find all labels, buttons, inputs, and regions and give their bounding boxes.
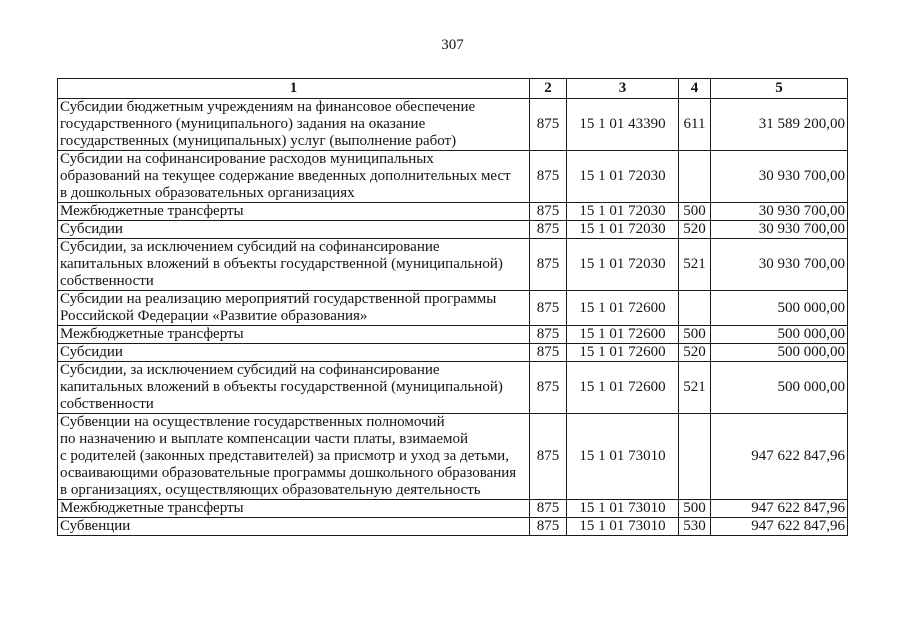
- target-article-cell: 15 1 01 72600: [567, 362, 679, 414]
- expense-type-cell: 611: [679, 99, 711, 151]
- description-line: капитальных вложений в объекты государственной (муниципальной): [60, 256, 503, 272]
- department-code-cell: 875: [530, 239, 567, 291]
- expense-type-cell: 520: [679, 344, 711, 362]
- description-cell: [58, 239, 530, 291]
- description-line: Субсидии, за исключением субсидий на софинансирование: [60, 362, 440, 378]
- table-row: [58, 203, 848, 221]
- description-line: Субвенции на осуществление государственных полномочий: [60, 414, 445, 430]
- target-article-cell: 15 1 01 72600: [567, 326, 679, 344]
- description-line: с родителей (законных представителей) за присмотр и уход за детьми,: [60, 448, 509, 464]
- header-col-4: 4: [679, 79, 711, 99]
- description-cell: [58, 344, 530, 362]
- budget-table: [57, 78, 848, 536]
- description-cell: [58, 326, 530, 344]
- header-col-3: 3: [567, 79, 679, 99]
- description-line: Субсидии: [60, 221, 123, 237]
- expense-type-cell: [679, 151, 711, 203]
- target-article-cell: 15 1 01 73010: [567, 518, 679, 536]
- target-article-cell: 15 1 01 72030: [567, 151, 679, 203]
- target-article-cell: 15 1 01 72600: [567, 291, 679, 326]
- amount-cell: 500 000,00: [711, 291, 848, 326]
- amount-cell: 30 930 700,00: [711, 151, 848, 203]
- description-cell: [58, 518, 530, 536]
- expense-type-cell: [679, 414, 711, 500]
- table-row: [58, 291, 848, 326]
- target-article-cell: 15 1 01 72030: [567, 239, 679, 291]
- department-code-cell: 875: [530, 414, 567, 500]
- description-line: Субсидии бюджетным учреждениям на финансовое обеспечение: [60, 99, 476, 115]
- description-line: Субсидии: [60, 344, 123, 360]
- amount-cell: 500 000,00: [711, 326, 848, 344]
- table-row: [58, 239, 848, 291]
- expense-type-cell: [679, 291, 711, 326]
- description-line: осваивающими образовательные программы дошкольного образования: [60, 465, 517, 481]
- description-line: государственных (муниципальных) услуг (выполнение работ): [60, 133, 457, 149]
- amount-cell: 30 930 700,00: [711, 239, 848, 291]
- amount-cell: 947 622 847,96: [711, 518, 848, 536]
- description-line: Субвенции: [60, 518, 131, 534]
- description-line: капитальных вложений в объекты государственной (муниципальной): [60, 379, 503, 395]
- department-code-cell: 875: [530, 344, 567, 362]
- header-row: [58, 79, 848, 99]
- table-row: [58, 362, 848, 414]
- page-number: 307: [441, 37, 464, 53]
- amount-cell: 30 930 700,00: [711, 203, 848, 221]
- header-col-2: 2: [530, 79, 567, 99]
- description-line: собственности: [60, 396, 154, 412]
- description-cell: [58, 203, 530, 221]
- target-article-cell: 15 1 01 72030: [567, 203, 679, 221]
- description-line: Субсидии, за исключением субсидий на софинансирование: [60, 239, 440, 255]
- table-row: [58, 99, 848, 151]
- expense-type-cell: 521: [679, 362, 711, 414]
- target-article-cell: 15 1 01 72030: [567, 221, 679, 239]
- expense-type-cell: 500: [679, 500, 711, 518]
- description-line: Межбюджетные трансферты: [60, 203, 244, 219]
- description-cell: [58, 291, 530, 326]
- amount-cell: 31 589 200,00: [711, 99, 848, 151]
- description-line: образований на текущее содержание введенных дополнительных мест: [60, 168, 511, 184]
- description-line: Межбюджетные трансферты: [60, 326, 244, 342]
- description-cell: [58, 362, 530, 414]
- expense-type-cell: 500: [679, 203, 711, 221]
- description-line: по назначению и выплате компенсации части платы, взимаемой: [60, 431, 469, 447]
- table-row: [58, 151, 848, 203]
- department-code-cell: 875: [530, 518, 567, 536]
- description-line: Межбюджетные трансферты: [60, 500, 244, 516]
- description-line: в организациях, осуществляющих образовательную деятельность: [60, 482, 481, 498]
- table-row: [58, 500, 848, 518]
- expense-type-cell: 520: [679, 221, 711, 239]
- department-code-cell: 875: [530, 203, 567, 221]
- description-cell: [58, 99, 530, 151]
- amount-cell: 30 930 700,00: [711, 221, 848, 239]
- description-cell: [58, 151, 530, 203]
- description-line: собственности: [60, 273, 154, 289]
- description-cell: [58, 500, 530, 518]
- target-article-cell: 15 1 01 72600: [567, 344, 679, 362]
- department-code-cell: 875: [530, 291, 567, 326]
- expense-type-cell: 530: [679, 518, 711, 536]
- table-row: [58, 221, 848, 239]
- description-cell: [58, 414, 530, 500]
- table-row: [58, 344, 848, 362]
- expense-type-cell: 500: [679, 326, 711, 344]
- header-col-5: 5: [711, 79, 848, 99]
- amount-cell: 500 000,00: [711, 362, 848, 414]
- table-row: [58, 518, 848, 536]
- expense-type-cell: 521: [679, 239, 711, 291]
- table-row: [58, 414, 848, 500]
- header-col-1: 1: [58, 79, 530, 99]
- target-article-cell: 15 1 01 43390: [567, 99, 679, 151]
- description-line: Субсидии на софинансирование расходов муниципальных: [60, 151, 434, 167]
- department-code-cell: 875: [530, 151, 567, 203]
- description-line: государственного (муниципального) задания на оказание: [60, 116, 426, 132]
- description-line: Российской Федерации «Развитие образования»: [60, 308, 368, 324]
- amount-cell: 500 000,00: [711, 344, 848, 362]
- target-article-cell: 15 1 01 73010: [567, 414, 679, 500]
- description-line: в дошкольных образовательных организациях: [60, 185, 355, 201]
- department-code-cell: 875: [530, 500, 567, 518]
- description-cell: [58, 221, 530, 239]
- amount-cell: 947 622 847,96: [711, 414, 848, 500]
- amount-cell: 947 622 847,96: [711, 500, 848, 518]
- department-code-cell: 875: [530, 326, 567, 344]
- department-code-cell: 875: [530, 221, 567, 239]
- department-code-cell: 875: [530, 99, 567, 151]
- target-article-cell: 15 1 01 73010: [567, 500, 679, 518]
- department-code-cell: 875: [530, 362, 567, 414]
- table-row: [58, 326, 848, 344]
- description-line: Субсидии на реализацию мероприятий государственной программы: [60, 291, 497, 307]
